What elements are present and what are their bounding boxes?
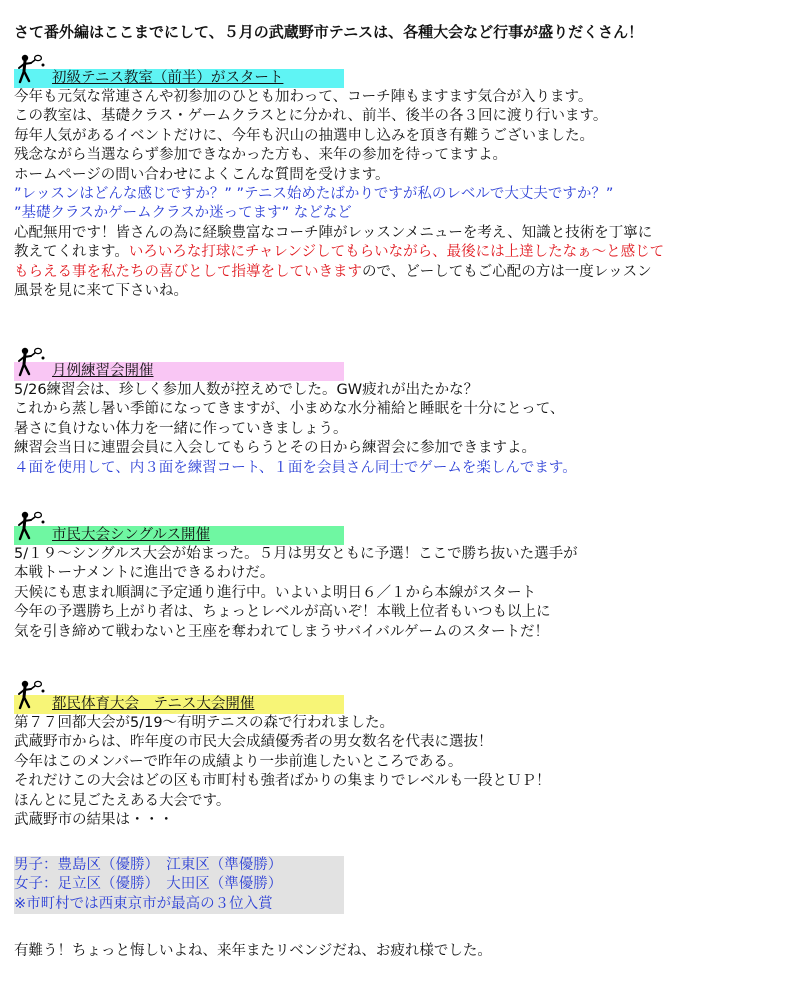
section-body [14,381,809,478]
closing-text: 有難う！ちょっと悔しいよね、来年またリベンジだね、お疲れ様でした。 [14,943,492,959]
section-header [14,678,809,712]
body-line: 本戦トーナメントに進出できるわけだ。 [14,565,275,582]
section-beginner-class [14,52,809,301]
body-line-quote: ”レッスンはどんな感じですか？” ”テニス始めたばかりですが私のレベルで大丈夫ですか？” [14,185,614,202]
body-line-mixed [14,243,809,262]
body-line: 今年の予選勝ち上がり者は、ちょっとレベルが高いぞ！本戦上位者もいつも以上に [14,604,551,621]
body-line: それだけこの大会はどの区も市町村も強者ばかりの集まりでレベルも一段とＵＰ！ [14,773,551,790]
section-title: 初級テニス教室（前半）がスタート [52,70,284,86]
body-line: これから蒸し暑い季節になってきますが、小まめな水分補給と睡眠を十分にとって、 [14,401,565,418]
tennis-player-icon [16,347,48,377]
body-line: 5/26練習会は、珍しく参加人数が控えめでした。GW疲れが出たかな？ [14,382,479,398]
section-body [14,88,809,301]
tennis-player-icon [16,511,48,541]
body-line: 5/１９～シングルス大会が始まった。５月は男女ともに予選！ここで勝ち抜いた選手が [14,546,578,562]
section-body [14,545,809,642]
body-line: 第７７回都大会が5/19～有明テニスの森で行われました。 [14,715,394,731]
section-title-band [14,526,344,545]
normal-text: ので、どーしてもご心配の方は一度レッスン [362,263,652,280]
body-line: 毎年人気があるイベントだけに、今年も沢山の抽選申し込みを頂き有難うございました。 [14,127,594,144]
body-line: ほんとに見ごたえある大会です。 [14,792,231,809]
body-line: 武蔵野市の結果は・・・ [14,811,174,828]
body-line-highlight: ４面を使用して、内３面を練習コート、１面を会員さん同士でゲームを楽しんでます。 [14,459,577,476]
section-title-band [14,69,344,88]
body-line: ホームページの問い合わせによくこんな質問を受けます。 [14,166,390,183]
body-line-mixed [14,263,809,282]
section-singles-tournament [14,509,809,642]
normal-text: 教えてくれます。 [14,244,129,261]
section-metropolitan-tournament [14,678,809,830]
highlight-text: いろいろな打球にチャレンジしてもらいながら、最後には上達したなぁ～と感じて [128,244,665,261]
section-body [14,714,809,830]
section-title: 市民大会シングルス開催 [52,527,210,543]
body-line: 暑さに負けない体力を一緒に作っていきましょう。 [14,420,348,437]
section-header [14,509,809,543]
intro-text: さて番外編はここまでにして、５月の武蔵野市テニスは、各種大会など行事が盛りだくさん！ [14,23,644,41]
body-line-quote: ”基礎クラスかゲームクラスか迷ってます” などなど [14,205,352,222]
section-monthly-practice [14,345,809,478]
tennis-player-icon [16,680,48,710]
section-title: 月例練習会開催 [52,363,154,379]
body-line: 今年も元気な常連さんや初参加のひとも加わって、コーチ陣もますます気合が入ります。 [14,89,593,105]
section-title: 都民体育大会 テニス大会開催 [52,696,255,712]
body-line: 今年はこのメンバーで昨年の成績より一歩前進したいところである。 [14,753,463,770]
body-line: 残念ながら当選ならず参加できなかった方も、来年の参加を待ってますよ。 [14,147,507,164]
highlight-text: もらえる事を私たちの喜びとして指導をしていきます [14,263,362,280]
tennis-player-icon [16,54,48,84]
result-line: ※市町村では西東京市が最高の３位入賞 [14,895,273,912]
body-line: 天候にも恵まれ順調に予定通り進行中。いよいよ明日６／１から本線がスタート [14,584,536,601]
body-line: 武蔵野市からは、昨年度の市民大会成績優秀者の男女数名を代表に選抜！ [14,734,493,751]
body-line: 風景を見に来て下さいね。 [14,282,188,299]
section-title-band [14,362,344,381]
body-line: 気を引き締めて戦わないと王座を奪われてしまうサバイバルゲームのスタートだ！ [14,623,550,640]
section-header [14,345,809,379]
results-box [14,856,344,914]
body-line: 練習会当日に連盟会員に入会してもらうとその日から練習会に参加できますよ。 [14,440,536,457]
result-line: 女子：足立区（優勝） 大田区（準優勝） [14,876,283,893]
section-title-band [14,695,344,714]
result-line: 男子：豊島区（優勝） 江東区（準優勝） [14,857,283,873]
body-line: 心配無用です！皆さんの為に経験豊富なコーチ陣がレッスンメニューを考え、知識と技術を丁寧に [14,224,653,241]
section-header [14,52,809,86]
body-line: この教室は、基礎クラス・ゲームクラスとに分かれ、前半、後半の各３回に渡り行います。 [14,108,608,125]
